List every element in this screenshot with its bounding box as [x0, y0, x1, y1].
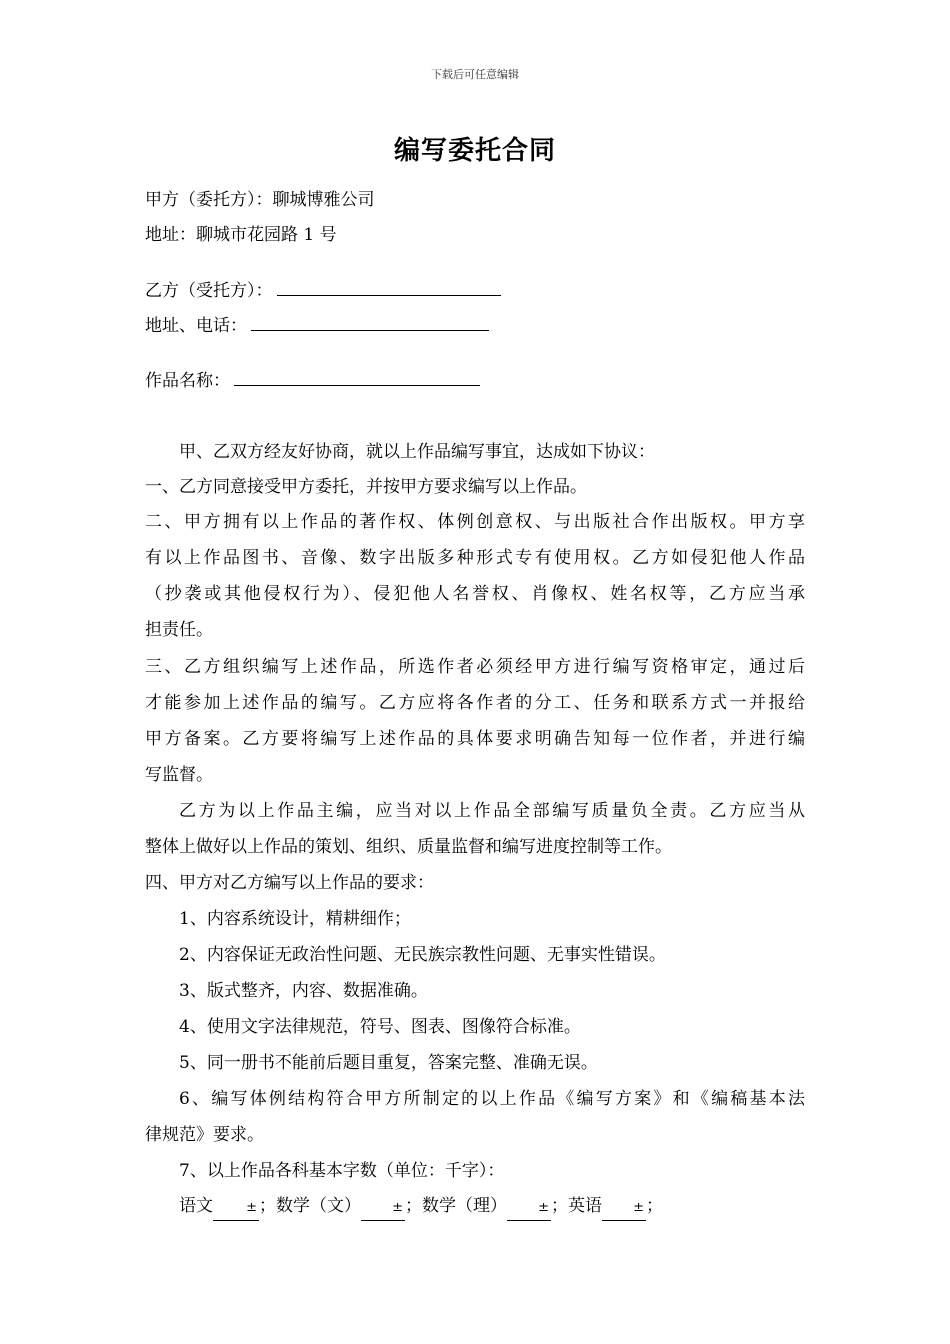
requirement-2: 2、内容保证无政治性问题、无民族宗教性问题、无事实性错误。 — [179, 945, 666, 965]
requirement-6-line-1: 6、编写体例结构符合甲方所制定的以上作品《编写方案》和《编稿基本法 — [179, 1089, 805, 1109]
party-b-address-blank[interactable] — [251, 313, 489, 331]
yingyu-blank[interactable]: ± — [602, 1196, 646, 1221]
requirement-6-line-2: 律规范》要求。 — [145, 1125, 264, 1145]
subject-row-end: ； — [646, 1196, 663, 1216]
work-name-row — [145, 368, 805, 393]
party-a-address: 地址：聊城市花园路 1 号 — [145, 225, 337, 245]
clause-3-line-2: 才能参加上述作品的编写。乙方应将各作者的分工、任务和联系方式一并报给 — [145, 693, 805, 713]
requirement-1: 1、内容系统设计，精耕细作； — [179, 909, 411, 929]
party-a-label: 甲方（委托方）：聊城博雅公司 — [145, 190, 375, 210]
party-b-row — [145, 278, 805, 303]
editor-paragraph-line-2: 整体上做好以上作品的策划、组织、质量监督和编写进度控制等工作。 — [145, 837, 672, 857]
subject-yingyu: ；英语 — [551, 1196, 602, 1216]
header-note: 下载后可任意编辑 — [431, 68, 519, 81]
clause-2-line-4: 担责任。 — [145, 620, 213, 640]
party-b-label: 乙方（受托方）： — [145, 281, 273, 301]
document-title: 编写委托合同 — [393, 136, 556, 166]
subject-yuwen: 语文 — [179, 1196, 213, 1216]
clause-3-line-4: 写监督。 — [145, 765, 213, 785]
shuxue-li-blank[interactable]: ± — [507, 1196, 551, 1221]
clause-1: 一、乙方同意接受甲方委托，并按甲方要求编写以上作品。 — [145, 477, 587, 497]
requirement-4: 4、使用文字法律规范，符号、图表、图像符合标准。 — [179, 1017, 581, 1037]
requirement-5: 5、同一册书不能前后题目重复，答案完整、准确无误。 — [179, 1053, 598, 1073]
subject-shuxue-wen: ；数学（文） — [259, 1196, 361, 1216]
clause-2-line-3: （抄袭或其他侵权行为）、侵犯他人名誉权、肖像权、姓名权等，乙方应当承 — [145, 584, 805, 604]
clause-3-line-3: 甲方备案。乙方要将编写上述作品的具体要求明确告知每一位作者，并进行编 — [145, 729, 805, 749]
shuxue-wen-blank[interactable]: ± — [361, 1196, 405, 1221]
intro-paragraph: 甲、乙双方经友好协商，就以上作品编写事宜，达成如下协议： — [179, 442, 655, 462]
requirement-7: 7、以上作品各科基本字数（单位：千字）： — [179, 1161, 505, 1181]
work-name-label: 作品名称： — [145, 371, 230, 391]
subject-shuxue-li: ；数学（理） — [405, 1196, 507, 1216]
editor-paragraph-line-1: 乙方为以上作品主编，应当对以上作品全部编写质量负全责。乙方应当从 — [179, 801, 805, 821]
party-b-address-label: 地址、电话： — [145, 316, 247, 336]
subject-word-count-row — [179, 1194, 805, 1221]
clause-2-line-1: 二、甲方拥有以上作品的著作权、体例创意权、与出版社合作出版权。甲方享 — [145, 512, 805, 532]
clause-3-line-1: 三、乙方组织编写上述作品，所选作者必须经甲方进行编写资格审定，通过后 — [145, 657, 805, 677]
work-name-blank[interactable] — [234, 368, 480, 386]
party-b-blank[interactable] — [277, 278, 501, 296]
party-b-address-row — [145, 313, 805, 338]
yuwen-blank[interactable]: ± — [213, 1196, 259, 1221]
clause-2-line-2: 有以上作品图书、音像、数字出版多种形式专有使用权。乙方如侵犯他人作品 — [145, 548, 805, 568]
clause-4-heading: 四、甲方对乙方编写以上作品的要求： — [145, 873, 434, 893]
requirement-3: 3、版式整齐，内容、数据准确。 — [179, 981, 428, 1001]
